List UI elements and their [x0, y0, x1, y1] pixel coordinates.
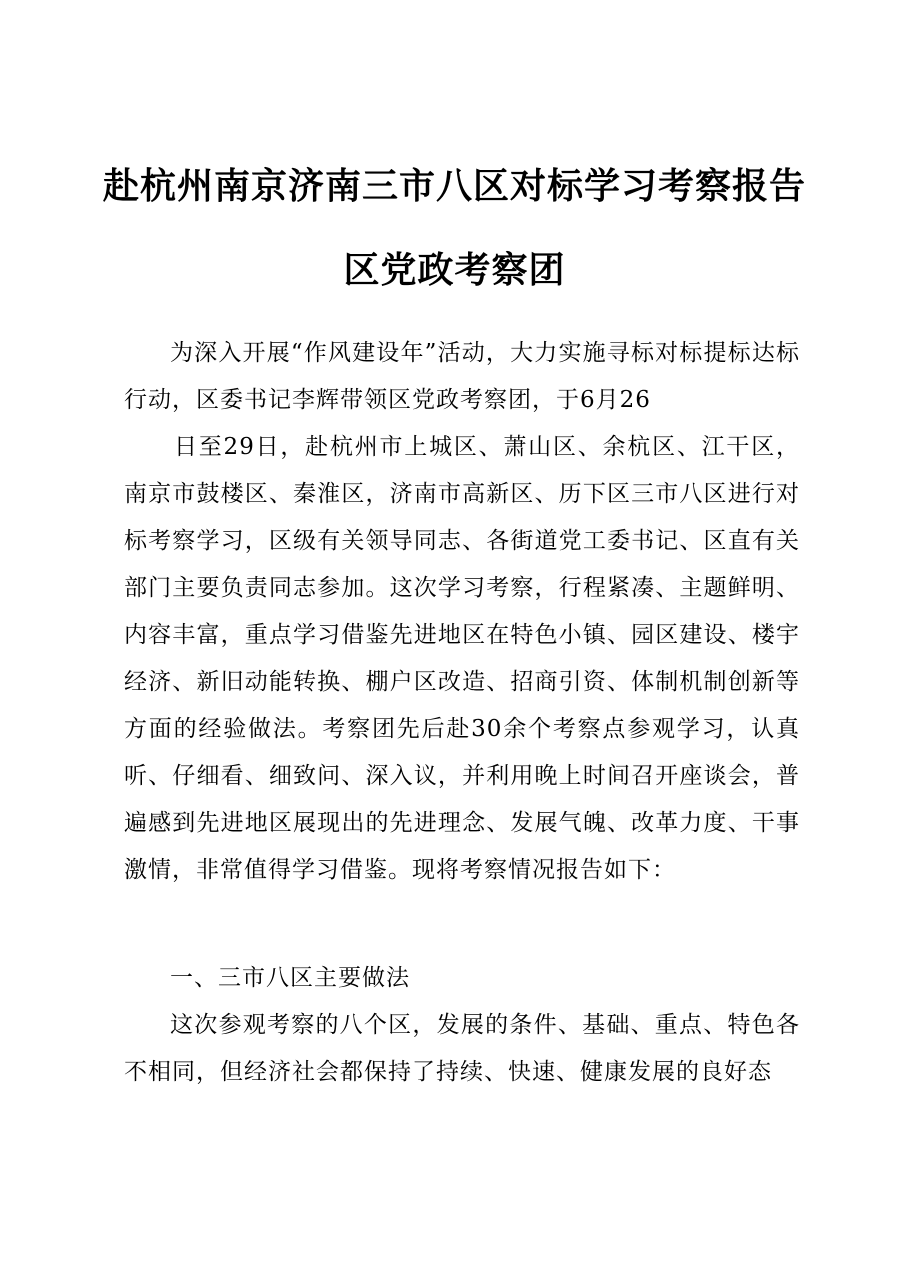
body-paragraph: 日至29日，赴杭州市上城区、萧山区、余杭区、江干区，南京市鼓楼区、秦淮区，济南市高新区、历下区三市八区进行对标考察学习，区级有关领导同志、各街道党工委书记、区直有关部门主要负责同志参加。这次学习考察，行程紧凑、主题鲜明、内容丰富，重点学习借鉴先进地区在特色小镇、园区建设、楼宇经济、新旧动能转换、棚户区改造、招商引资、体制机制创新等方面的经验做法。考察团先后赴30余个考察点参观学习，认真听、仔细看、细致问、深入议，并利用晚上时间召开座谈会，普遍感到先进地区展现出的先进理念、发展气魄、改革力度、干事激情，非常值得学习借鉴。现将考察情况报告如下：	[124, 434, 800, 883]
intro-paragraph: 为深入开展“作风建设年”活动，大力实施寻标对标提标达标行动，区委书记李辉带领区党政考察团，于6月26	[124, 340, 800, 413]
section-paragraph: 这次参观考察的八个区，发展的条件、基础、重点、特色各不相同，但经济社会都保持了持续、快速、健康发展的良好态	[124, 1012, 800, 1085]
document-subtitle: 区党政考察团	[343, 249, 566, 291]
section-heading: 一、三市八区主要做法	[170, 965, 410, 991]
document-title: 赴杭州南京济南三市八区对标学习考察报告	[102, 165, 806, 207]
